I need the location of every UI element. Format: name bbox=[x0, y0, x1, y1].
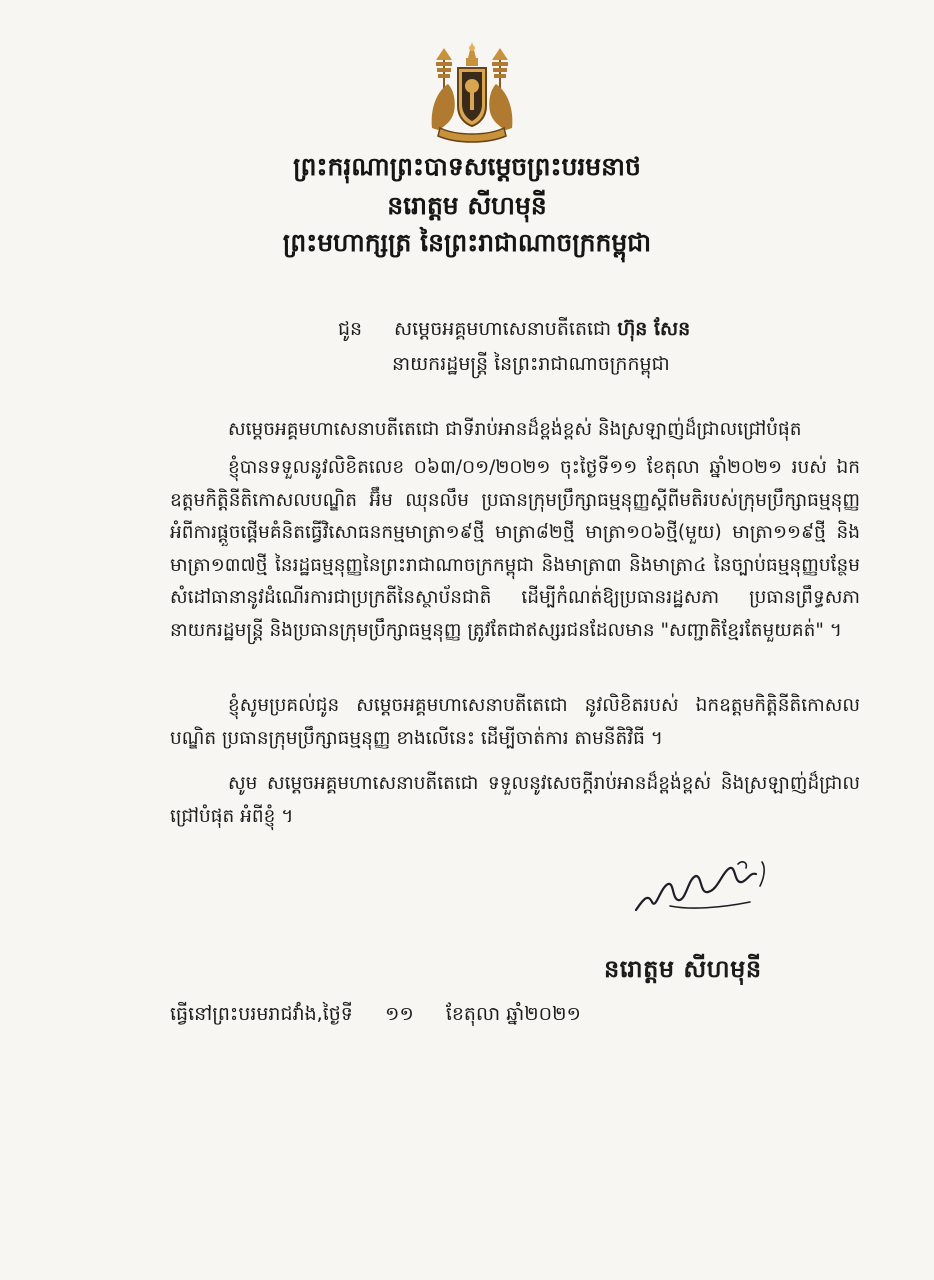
recipient-position: នាយករដ្ឋមន្ត្រី នៃព្រះរាជាណាចក្រកម្ពុជា bbox=[392, 353, 670, 375]
king-name-text: នរោត្តម សីហមុនី bbox=[387, 191, 547, 220]
dateline bbox=[170, 1002, 581, 1030]
handwritten-signature bbox=[630, 858, 780, 922]
date-day: ១១ bbox=[384, 1003, 414, 1025]
body-paragraph-3: សូម សម្តេចអគ្គមហាសេនាបតីតេជោ ទទួលនូវសេចក្តីរាប់អានដ៏ខ្ពង់ខ្ពស់ និងស្រឡាញ់ដ៏ជ្រាលជ្រៅបំផុត អំពីខ្ញុំ ។ bbox=[170, 773, 860, 827]
greeting-paragraph: សម្តេចអគ្គមហាសេនាបតីតេជោ ជាទីរាប់អានដ៏ខ្ពង់ខ្ពស់ និងស្រឡាញ់ដ៏ជ្រាលជ្រៅបំផុត bbox=[228, 419, 802, 440]
date-month-year: ខែតុលា ឆ្នាំ២០២១ bbox=[445, 1003, 581, 1025]
header-line-king-name bbox=[0, 193, 934, 218]
to-label: ជូន bbox=[338, 318, 363, 340]
header-line-king-title bbox=[0, 154, 934, 179]
recipient-title: សម្តេចអគ្គមហាសេនាបតីតេជោ bbox=[394, 318, 612, 340]
signer-name: នរោត្តម សីហមុនី bbox=[604, 955, 762, 983]
kingdom-text: ព្រះមហាក្សត្រ នៃព្រះរាជាណាចក្រកម្ពុជា bbox=[282, 228, 652, 257]
recipient-name: ហ៊ុន សែន bbox=[617, 318, 691, 340]
body-paragraph-2: ខ្ញុំសូមប្រគល់ជូន សម្តេចអគ្គមហាសេនាបតីតេជោ នូវលិខិតរបស់ ឯកឧត្តមកិត្តិនីតិកោសលបណ្ឌិត ប្រធានក្រុមប្រឹក្សាធម្មនុញ្ញ ខាងលើនេះ ដើម្បីចាត់ការ តាមនីតិវិធី ។ bbox=[170, 695, 860, 749]
recipient-line bbox=[338, 317, 690, 342]
royal-emblem-icon bbox=[422, 40, 522, 144]
king-title-text: ព្រះករុណាព្រះបាទសម្តេចព្រះបរមនាថ bbox=[293, 152, 641, 181]
header-line-kingdom bbox=[0, 230, 934, 255]
body-paragraph-1: ខ្ញុំបានទទួលនូវលិខិតលេខ ០៦៣/០១/២០២១ ចុះថ្ងៃទី១១ ខែតុលា ឆ្នាំ២០២១ របស់ ឯកឧត្តមកិត្តិនីតិកោសលបណ្ឌិត អ៊ឹម ឈុនលឹម ប្រធានក្រុមប្រឹក្សាធម្មនុញ្ញស្តីពីមតិរបស់ក្រុមប្រឹក្សាធម្មនុញ្ញ អំពីការផ្តួចផ្តើមគំនិតធ្វើវិសោធនកម្មមាត្រា១៩ថ្មី មាត្រា៨២ថ្មី មាត្រា១០៦ថ្មី(មួយ) មាត្រា១១៩ថ្មី និងមាត្រា១៣៧ថ្មី នៃរដ្ឋធម្មនុញ្ញនៃព្រះរាជាណាចក្រកម្ពុជា និងមាត្រា៣ និងមាត្រា៤ នៃច្បាប់ធម្មនុញ្ញបន្ថែមសំដៅធានានូវដំណើរការជាប្រក្រតីនៃស្ថាប័នជាតិ ដើម្បីកំណត់ឱ្យប្រធានរដ្ឋសភា ប្រធានព្រឹទ្ធសភា នាយករដ្ឋមន្ត្រី និងប្រធានក្រុមប្រឹក្សាធម្មនុញ្ញ ត្រូវតែជាឥស្សរជនដែលមាន "សញ្ជាតិខ្មែរតែមួយគត់" ។ bbox=[170, 457, 860, 641]
date-place: ធ្វើនៅព្រះបរមរាជវាំង,ថ្ងៃទី bbox=[170, 1003, 353, 1025]
